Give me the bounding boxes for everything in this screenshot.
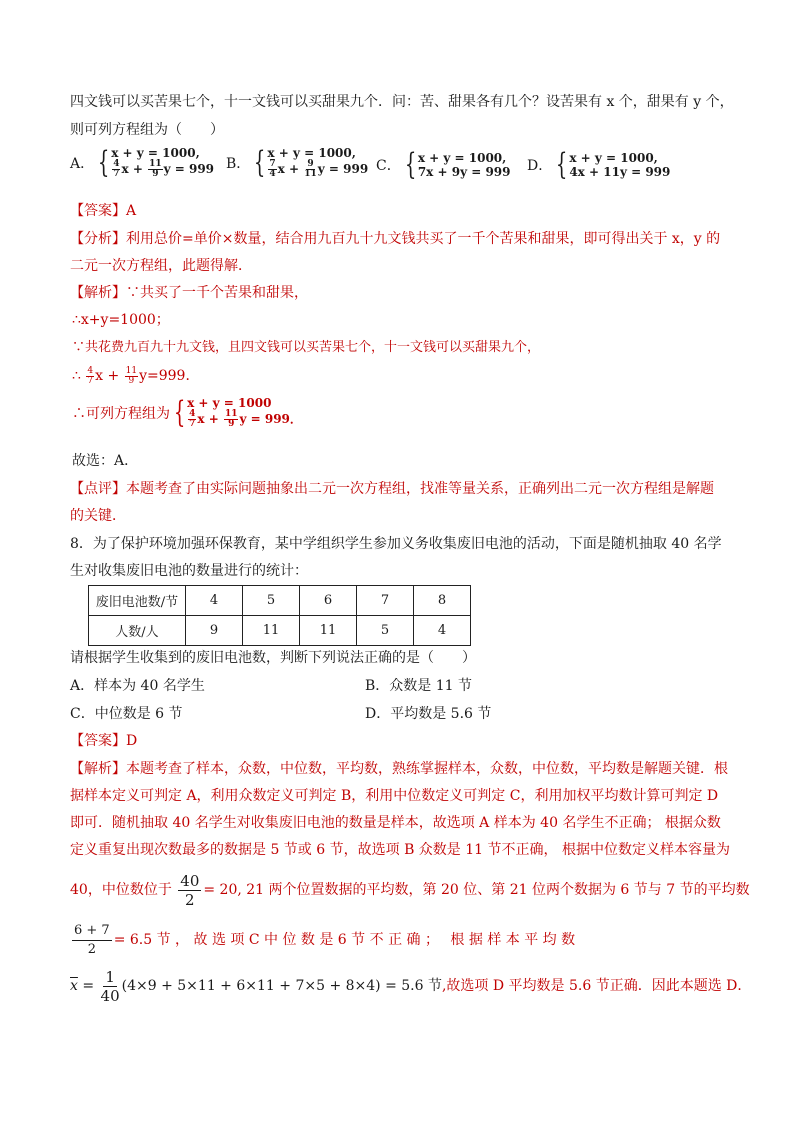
table-cell: 7 — [357, 586, 414, 616]
mean-expression: (4×9 + 5×11 + 6×11 + 7×5 + 8×4) = 5.6 节 — [121, 978, 442, 994]
table-header-cell: 人数/人 — [89, 616, 186, 646]
text-segment: = 20, 21 两个位置数据的平均数，第 20 位、第 21 位两个数据为 6 节与 7 节的平均数 — [203, 882, 750, 898]
q8-solution-line4: 定义重复出现次数最多的数据是 5 节或 6 节，故选项 B 众数是 11 节不正确， 根据中位数定义样本容量为 — [70, 842, 730, 858]
denominator: 11 — [304, 169, 317, 179]
equation-row — [267, 160, 368, 179]
fraction — [268, 160, 276, 179]
denominator: 9 — [228, 419, 235, 429]
term: y = 999 — [163, 162, 215, 176]
q7-analysis-line2: 二元一次方程组，此题得解． — [70, 258, 252, 274]
therefore-text: ∴可列方程组为 — [72, 405, 170, 422]
q8-question: 请根据学生收集到的废旧电池数，判断下列说法正确的是（ ） — [70, 650, 476, 666]
text-segment: ,故选项 D 平均数是 5.6 节正确．因此本题选 D． — [441, 978, 752, 994]
q8-solution-line6 — [70, 920, 575, 960]
equation-system — [418, 151, 511, 179]
brace-icon: { — [404, 147, 416, 182]
fraction — [178, 872, 201, 909]
table-cell: 6 — [300, 586, 357, 616]
fraction — [148, 160, 163, 179]
equation-row: x + y = 1000 — [187, 396, 272, 410]
numerator: 11 — [224, 409, 238, 419]
q8-option-c: C．中位数是 6 节 — [70, 706, 183, 722]
brace-icon: { — [97, 144, 110, 180]
option-d-label: D． — [527, 158, 553, 174]
q8-solution-line2: 据样本定义可判定 A，利用众数定义可判定 B，利用中位数定义可判定 C，利用加权平均数计算可判定 D — [70, 788, 719, 804]
answer-value: D — [126, 733, 138, 749]
q7-option-b — [226, 146, 368, 179]
numerator: 4 — [113, 159, 120, 169]
equation-row: x + y = 1000, — [569, 151, 658, 165]
text-segment: = 6.5 节 ， 故 选 项 C 中 位 数 是 6 节 不 正 确 ； 根 据 样 本 平 均 数 — [113, 932, 576, 948]
table-cell: 4 — [186, 586, 243, 616]
table-cell: 11 — [300, 616, 357, 646]
term: x + — [197, 412, 219, 426]
table-cell: 5 — [243, 586, 300, 616]
solution-label: 【解析】 — [70, 761, 126, 777]
q7-solution-line1 — [70, 283, 308, 303]
equation-system — [187, 396, 302, 429]
equation-row — [187, 410, 302, 429]
analysis-text: 利用总价=单价×数量，结合用九百九十九文钱共买了一千个苦果和甜果，即可得出关于 x，y 的 — [126, 231, 721, 247]
comment-text: 本题考查了由实际问题抽象出二元一次方程组，找准等量关系，正确列出二元一次方程组是解题 — [126, 481, 714, 497]
numerator: 40 — [180, 871, 200, 890]
q7-option-c — [376, 147, 511, 182]
denominator: 9 — [152, 169, 159, 179]
q7-analysis-line1 — [70, 229, 720, 249]
option-c-label: C． — [376, 158, 401, 174]
equation-row: 7x + 9y = 999 — [417, 165, 511, 179]
q7-stem-line2: 则可列方程组为（ ） — [70, 122, 224, 138]
equals-sign: = — [82, 978, 95, 994]
q7-solution-line4 — [72, 366, 199, 386]
denominator: 7 — [189, 419, 196, 429]
denominator: 40 — [100, 986, 120, 1005]
table-cell: 8 — [414, 586, 471, 616]
answer-label: 【答案】 — [70, 203, 126, 219]
table-row — [89, 616, 471, 646]
fraction — [125, 367, 138, 386]
stats-table — [88, 585, 471, 646]
q8-solution-line1 — [70, 759, 728, 779]
analysis-label: 【分析】 — [70, 231, 126, 247]
q8-option-b: B．众数是 11 节 — [365, 678, 473, 694]
term: x + — [121, 162, 143, 176]
solution-text: ∵共买了一千个苦果和甜果， — [126, 285, 308, 301]
numerator: 6 + 7 — [72, 922, 112, 941]
numerator: 11 — [125, 365, 138, 376]
fraction — [86, 367, 94, 386]
term: y=999． — [139, 368, 200, 384]
q8-stem-line2: 生对收集废旧电池的数量进行的统计： — [70, 563, 308, 579]
text-segment: 40，中位数位于 — [70, 882, 172, 898]
equation-row: x + y = 1000, — [417, 151, 507, 165]
equation-row: 4x + 11y = 999 — [569, 165, 671, 179]
numerator: 9 — [307, 159, 314, 169]
solution-text: 本题考查了样本，众数，中位数，平均数，熟练掌握样本，众数，中位数，平均数是解题关键．根 — [126, 761, 728, 777]
term: y = 999 — [317, 162, 369, 176]
numerator: 7 — [269, 159, 276, 169]
table-cell: 5 — [357, 616, 414, 646]
equation-system — [267, 146, 368, 179]
option-a-label: A． — [70, 155, 95, 172]
numerator: 11 — [149, 159, 162, 169]
term: x + — [277, 162, 300, 176]
fraction — [72, 922, 112, 959]
numerator: 1 — [105, 967, 115, 986]
equation-system — [569, 151, 670, 179]
numerator: 4 — [87, 365, 94, 376]
equation-row: x + y = 1000, — [267, 146, 356, 160]
solution-label: 【解析】 — [70, 285, 126, 301]
q7-choose: 故选：A． — [72, 453, 139, 469]
fraction — [188, 410, 196, 429]
q8-solution-line5 — [70, 870, 750, 910]
answer-value: A — [126, 203, 137, 219]
q7-comment-line2: 的关键． — [70, 508, 126, 524]
equation-system — [111, 146, 214, 179]
mean-symbol: $\overline{x}$ — [70, 978, 78, 994]
denominator: 9 — [128, 375, 135, 386]
denominator: 7 — [113, 169, 120, 179]
fraction — [224, 410, 239, 429]
q8-option-a: A．样本为 40 名学生 — [70, 678, 205, 694]
fraction — [101, 968, 120, 1005]
q8-solution-line3: 即可．随机抽取 40 名学生对收集废旧电池的数量是样本，故选项 A 样本为 40 名学生不正确； 根据众数 — [70, 815, 721, 831]
q7-option-d — [527, 147, 671, 182]
denominator: 2 — [87, 941, 96, 957]
brace-icon: { — [254, 144, 266, 180]
q7-comment-line1 — [70, 479, 714, 499]
q7-solution-line5 — [72, 396, 302, 429]
therefore-symbol: ∴ — [72, 368, 81, 384]
fraction — [304, 160, 317, 179]
q7-answer — [70, 201, 136, 221]
term: y = 999． — [239, 412, 302, 426]
q7-solution-line3: ∵共花费九百九十九文钱，且四文钱可以买苦果七个，十一文钱可以买甜果九个， — [72, 340, 541, 355]
term: x + — [95, 368, 120, 384]
equation-row: x + y = 1000, — [111, 146, 200, 160]
q8-stem-line1: 8．为了保护环境加强环保教育，某中学组织学生参加义务收集废旧电池的活动，下面是随机抽取 40 名学 — [70, 536, 722, 552]
q7-option-a — [70, 146, 214, 179]
denominator: 7 — [87, 375, 94, 386]
q7-stem-line1: 四文钱可以买苦果七个，十一文钱可以买甜果九个．问：苦、甜果各有几个？设苦果有 x 个，甜果有 y 个， — [70, 94, 734, 110]
fraction — [112, 160, 120, 179]
answer-label: 【答案】 — [70, 733, 126, 749]
option-b-label: B． — [226, 155, 251, 172]
table-cell: 9 — [186, 616, 243, 646]
brace-icon: { — [556, 147, 568, 182]
table-cell: 11 — [243, 616, 300, 646]
brace-icon: { — [173, 394, 186, 430]
q8-answer — [70, 731, 137, 751]
table-row — [89, 586, 471, 616]
q8-solution-line7 — [70, 966, 751, 1006]
denominator: 2 — [185, 890, 195, 909]
q7-solution-line2: ∴x+y=1000； — [72, 312, 170, 328]
denominator: 4 — [269, 169, 276, 179]
q8-option-d: D．平均数是 5.6 节 — [365, 706, 492, 722]
table-cell: 4 — [414, 616, 471, 646]
table-header-cell: 废旧电池数/节 — [89, 586, 186, 616]
numerator: 4 — [189, 409, 196, 419]
comment-label: 【点评】 — [70, 481, 126, 497]
equation-row — [111, 160, 214, 179]
